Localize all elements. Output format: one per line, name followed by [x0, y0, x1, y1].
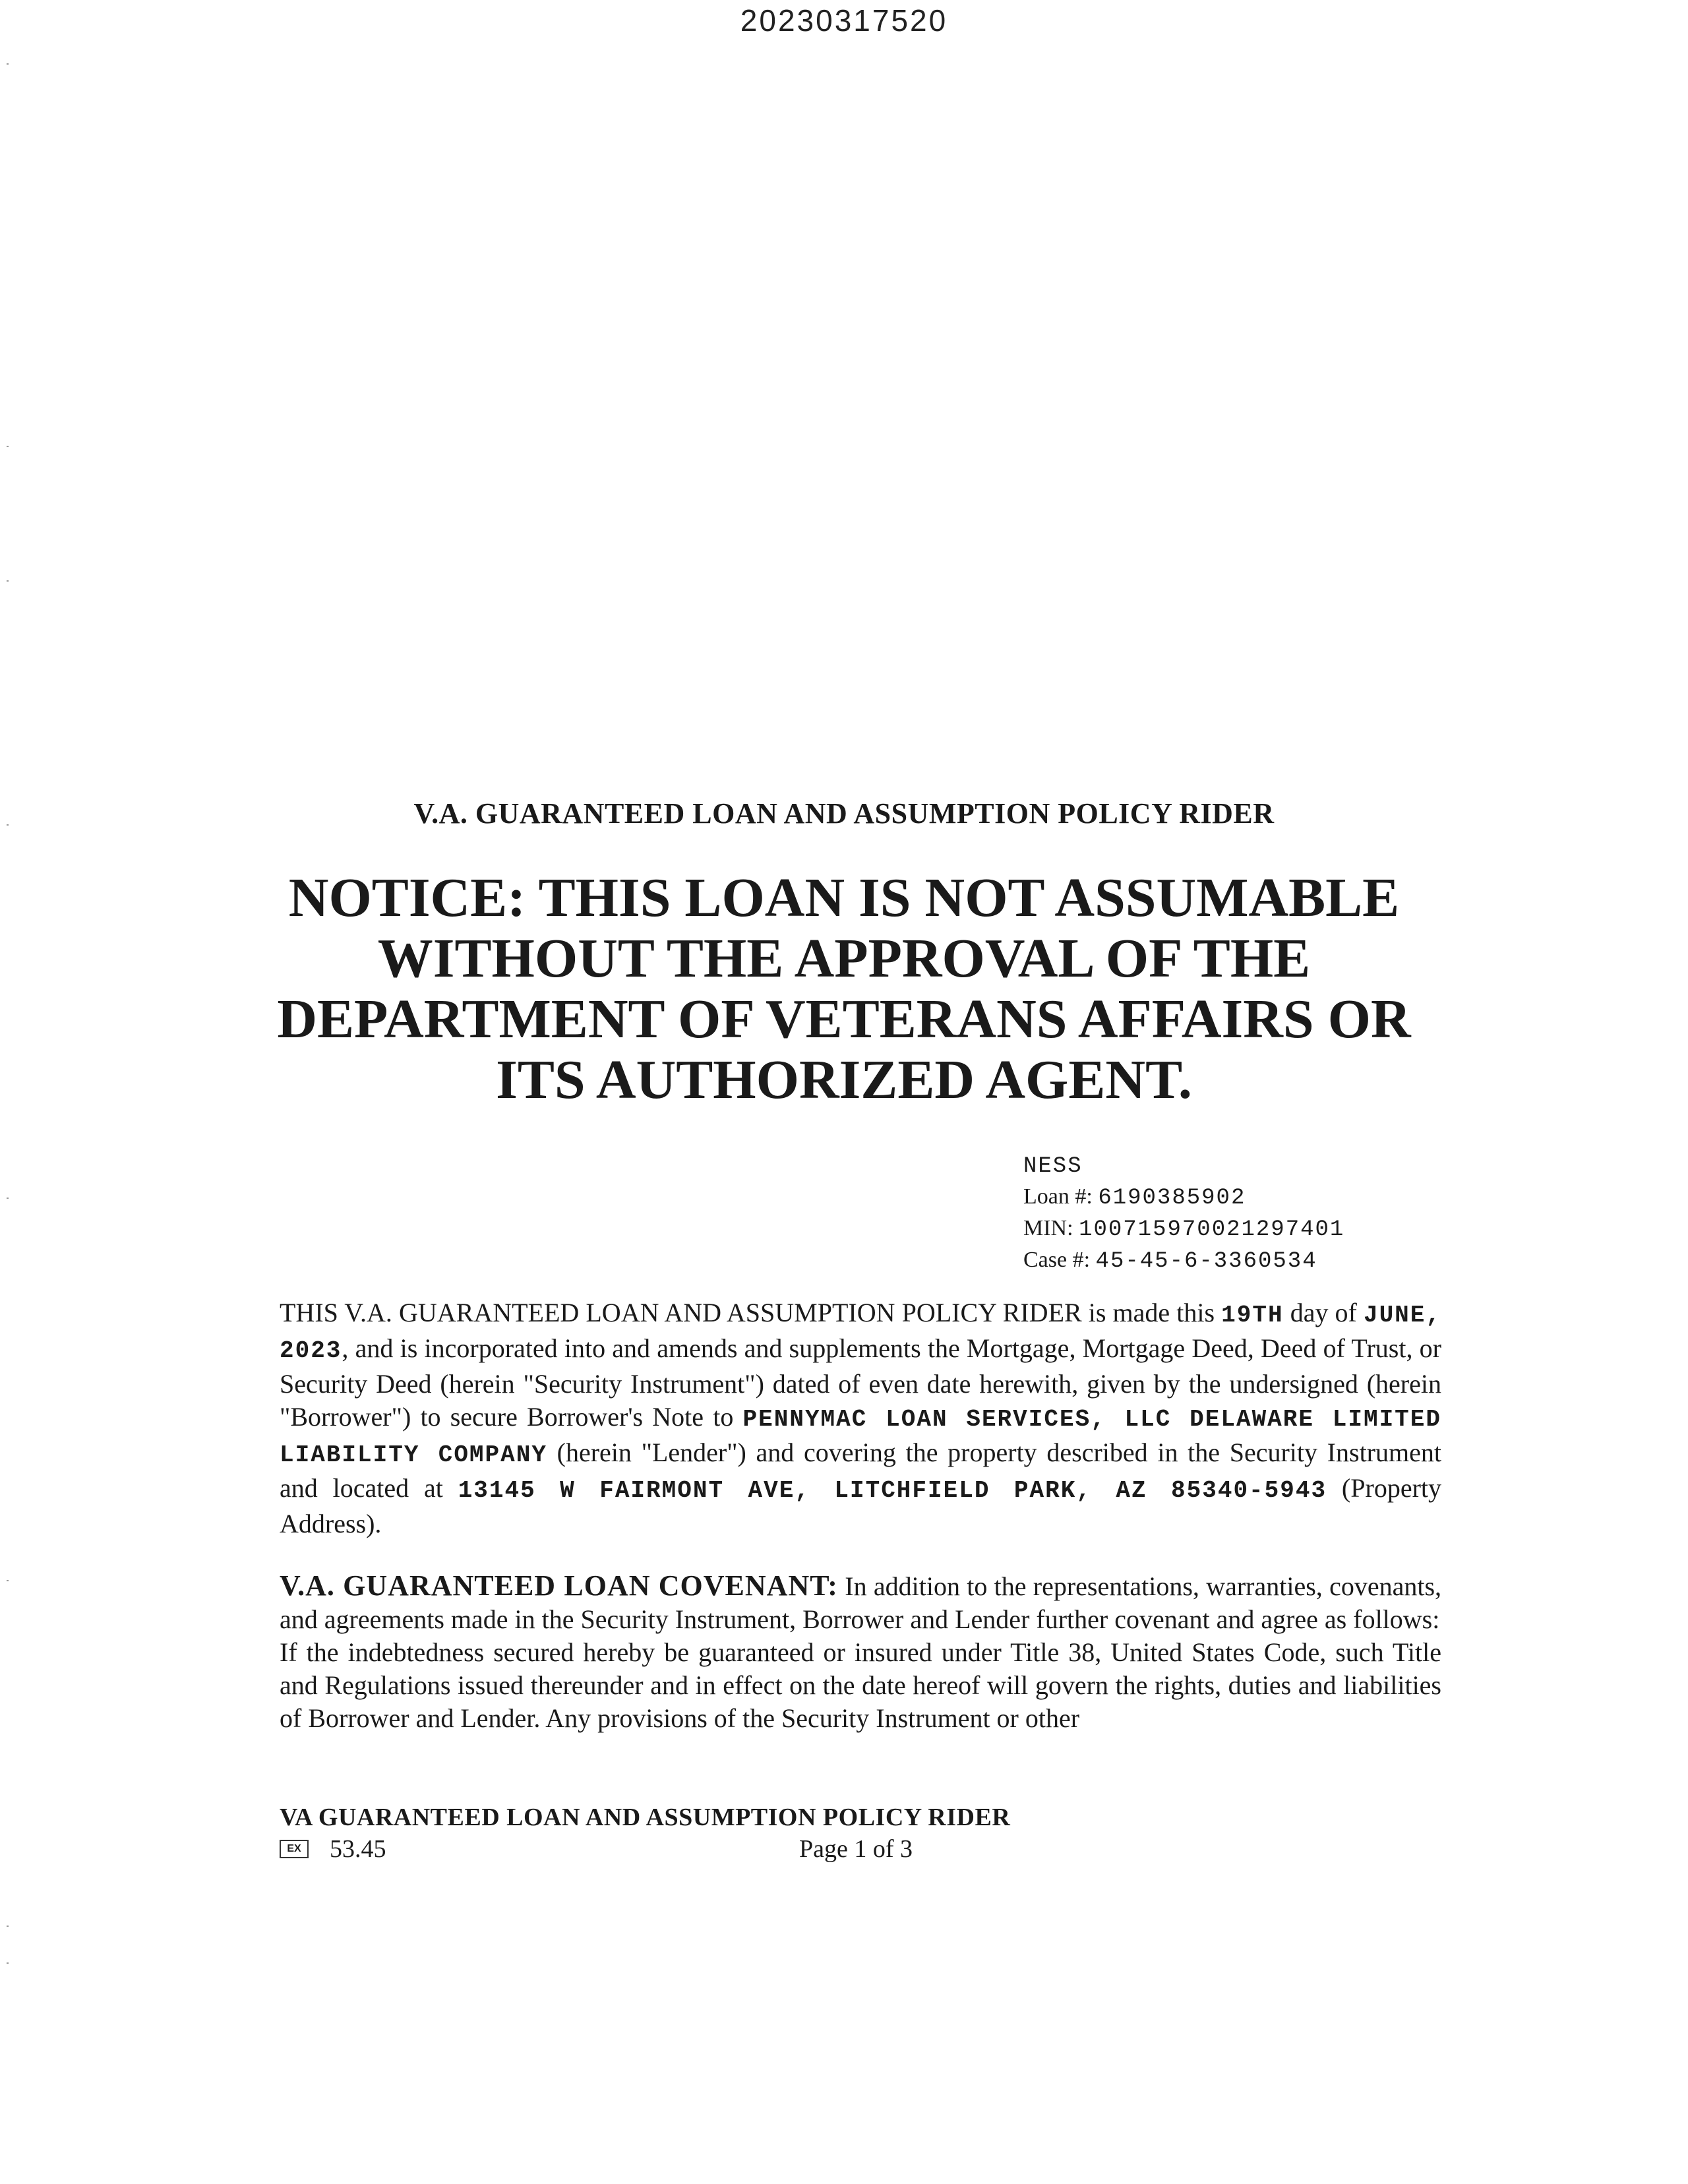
recording-number: 20230317520	[740, 3, 948, 38]
page-number: Page 1 of 3	[799, 1835, 913, 1863]
notice-line-2: WITHOUT THE APPROVAL OF THE	[377, 928, 1311, 989]
covenant-paragraph	[280, 1569, 1441, 1636]
margin-tick	[7, 824, 9, 826]
margin-tick	[7, 580, 9, 582]
margin-tick	[7, 1580, 9, 1581]
margin-tick	[7, 1962, 9, 1964]
case-number: 45-45-6-3360534	[1095, 1249, 1317, 1274]
intro-paragraph	[280, 1296, 1441, 1540]
case-number-label: Case #:	[1023, 1248, 1091, 1272]
footer-form-id	[280, 1835, 386, 1864]
covenant-heading: V.A. GUARANTEED LOAN COVENANT:	[280, 1569, 838, 1602]
form-number: 53.45	[330, 1835, 386, 1863]
assumption-notice	[264, 868, 1424, 1110]
rider-month-year: JUNE, 2023	[280, 1302, 1441, 1364]
loan-number-label: Loan #:	[1023, 1184, 1093, 1209]
loan-number: 6190385902	[1098, 1186, 1246, 1211]
min-label: MIN:	[1023, 1216, 1073, 1240]
loan-info-block	[1023, 1150, 1344, 1277]
footer-title: VA GUARANTEED LOAN AND ASSUMPTION POLICY RIDER	[280, 1804, 1011, 1831]
notice-line-4: ITS AUTHORIZED AGENT.	[496, 1049, 1192, 1110]
margin-tick	[7, 1926, 9, 1927]
title38-paragraph: If the indebtedness secured hereby be guaranteed or insured under Title 38, United States Code, such Title and Regulations issued thereunder and in effect on the date hereof will govern the rights, duties and liabilities of Borrower and Lender. Any provisions of the Security Instrument or other	[280, 1637, 1441, 1733]
min-number: 100715970021297401	[1079, 1217, 1345, 1242]
intro-text-5: (Property Address).	[280, 1473, 1442, 1538]
notice-line-1: NOTICE: THIS LOAN IS NOT ASSUMABLE	[288, 867, 1400, 928]
lender-name: PENNYMAC LOAN SERVICES, LLC DELAWARE LIMITED LIABILITY COMPANY	[280, 1406, 1441, 1469]
margin-tick	[7, 1198, 9, 1199]
margin-tick	[7, 63, 9, 65]
covenant-text: In addition to the representations, warranties, covenants, and agreements made in the Security Instrument, Borrower and Lender further covenant and agree as follows:	[280, 1571, 1442, 1634]
form-ex-icon: EX	[280, 1840, 309, 1858]
property-address: 13145 W FAIRMONT AVE, LITCHFIELD PARK, AZ 85340-5943	[458, 1477, 1327, 1504]
rider-day: 19TH	[1221, 1302, 1284, 1329]
intro-text-1: THIS V.A. GUARANTEED LOAN AND ASSUMPTION POLICY RIDER is made this	[280, 1298, 1222, 1327]
intro-text-2: day of	[1283, 1298, 1364, 1327]
intro-text-4: (herein "Lender") and covering the property described in the Security Instrument and located at	[280, 1438, 1441, 1503]
rider-body	[280, 1296, 1441, 1735]
borrower-short-name: NESS	[1023, 1154, 1083, 1179]
notice-line-3: DEPARTMENT OF VETERANS AFFAIRS OR	[277, 988, 1411, 1050]
rider-title: V.A. GUARANTEED LOAN AND ASSUMPTION POLICY RIDER	[413, 797, 1275, 830]
margin-tick	[7, 446, 9, 447]
intro-text-3: , and is incorporated into and amends and supplements the Mortgage, Mortgage Deed, Deed of Trust, or Security Deed (herein "Security Instrument") dated of even date herewith, given by the undersigned (herein "Borrower") to secure Borrower's Note to	[280, 1333, 1441, 1432]
